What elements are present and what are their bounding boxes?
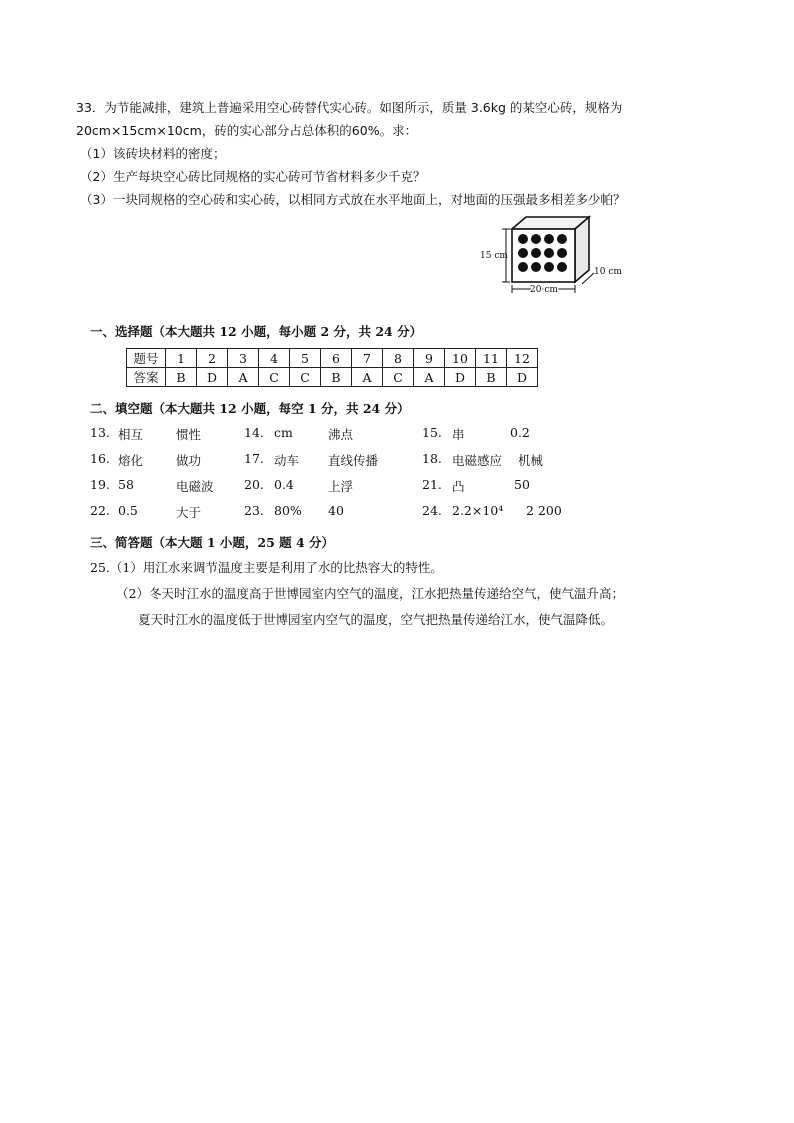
fill-answer: 50 (514, 477, 530, 492)
choice-answer: B (321, 368, 352, 387)
question-number-row (127, 349, 538, 368)
fill-answer: 0.2 (510, 425, 530, 440)
choice-answer: C (383, 368, 414, 387)
fill-answer-row (90, 421, 690, 447)
question-33-part3: （3）一块同规格的空心砖和实心砖，以相同方式放在水平地面上，对地面的压强最多相差多少帕？ (80, 192, 626, 207)
question-number: 4 (259, 349, 290, 368)
section3-title: 三、简答题（本大题 1 小题，25 题 4 分） (90, 535, 335, 550)
fill-answer: cm (274, 425, 293, 440)
choice-answer: C (259, 368, 290, 387)
fill-answer: 40 (328, 503, 344, 518)
height-label: 15 cm (480, 251, 508, 261)
fill-answer: 0.4 (274, 477, 294, 492)
short-answer-25 (90, 555, 690, 633)
question-number: 8 (383, 349, 414, 368)
question-number: 5 (290, 349, 321, 368)
fill-answer: 凸 (452, 479, 465, 494)
item-number: 15. (422, 425, 442, 440)
fill-answer: 直线传播 (328, 453, 379, 468)
choice-answer: A (352, 368, 383, 387)
question-33 (76, 96, 716, 211)
fill-answer: 动车 (274, 453, 300, 468)
section2-title: 二、填空题（本大题共 12 小题，每空 1 分，共 24 分） (90, 401, 410, 416)
choice-answer: A (228, 368, 259, 387)
fill-answer: 80% (274, 503, 302, 518)
question-number: 10 (445, 349, 476, 368)
fill-answer: 58 (118, 477, 134, 492)
question-number: 9 (414, 349, 445, 368)
item-number: 16. (90, 451, 110, 466)
fill-answer: 2.2×10⁴ (452, 503, 504, 518)
choice-answer: D (507, 368, 538, 387)
row-label-answer: 答案 (127, 368, 166, 387)
item-number: 22. (90, 503, 110, 518)
item-number: 13. (90, 425, 110, 440)
fill-answer: 2 200 (526, 503, 562, 518)
answer-key (90, 320, 690, 633)
fill-answer: 机械 (518, 453, 544, 468)
question-33-part1: （1）该砖块材料的密度； (80, 146, 226, 161)
choice-answer: B (166, 368, 197, 387)
choice-answer: D (445, 368, 476, 387)
item-number: 23. (244, 503, 264, 518)
fill-answer: 电磁波 (176, 479, 214, 494)
fill-answer: 沸点 (328, 427, 354, 442)
fill-answer: 0.5 (118, 503, 138, 518)
question-33-part2: （2）生产每块空心砖比同规格的实心砖可节省材料多少千克？ (80, 169, 426, 184)
question-number: 6 (321, 349, 352, 368)
question-33-stem-line2: 20cm×15cm×10cm，砖的实心部分占总体积的60%。求： (76, 123, 418, 138)
choice-answer: C (290, 368, 321, 387)
question-number: 3 (228, 349, 259, 368)
choice-answer: D (197, 368, 228, 387)
fill-answer: 做功 (176, 453, 202, 468)
fill-answer-row (90, 473, 690, 499)
short-answer-part2: （2）冬天时江水的温度高于世博园室内空气的温度，江水把热量传递给空气，使气温升高； (116, 586, 624, 601)
depth-label: 10 cm (594, 267, 622, 277)
question-number: 7 (352, 349, 383, 368)
answer-row (127, 368, 538, 387)
item-number: 14. (244, 425, 264, 440)
item-number: 21. (422, 477, 442, 492)
choice-answer: A (414, 368, 445, 387)
item-number: 19. (90, 477, 110, 492)
row-label-number: 题号 (127, 349, 166, 368)
item-number: 18. (422, 451, 442, 466)
item-number: 24. (422, 503, 442, 518)
fill-answer: 惯性 (176, 427, 202, 442)
fill-answer: 上浮 (328, 479, 354, 494)
question-33-stem-line1: 33．为节能减排，建筑上普遍采用空心砖替代实心砖。如图所示，质量 3.6kg 的某空心砖，规格为 (76, 100, 623, 115)
question-number: 2 (197, 349, 228, 368)
item-number: 17. (244, 451, 264, 466)
fill-answer: 熔化 (118, 453, 144, 468)
fill-answer-row (90, 499, 690, 525)
question-number: 11 (476, 349, 507, 368)
section1-title: 一、选择题（本大题共 12 小题，每小题 2 分，共 24 分） (90, 324, 423, 339)
question-number: 1 (166, 349, 197, 368)
fill-answer-row (90, 447, 690, 473)
question-number: 12 (507, 349, 538, 368)
fill-answer: 相互 (118, 427, 144, 442)
hollow-brick-figure (478, 212, 628, 298)
fill-answer: 电磁感应 (452, 453, 503, 468)
width-label: 20 cm (530, 285, 558, 295)
fill-answer: 大于 (176, 505, 202, 520)
item-number: 20. (244, 477, 264, 492)
fill-answer: 串 (452, 427, 465, 442)
choice-answer-table (126, 348, 538, 387)
short-answer-part1: 25.（1）用江水来调节温度主要是利用了水的比热容大的特性。 (90, 560, 443, 575)
short-answer-part2-cont: 夏天时江水的温度低于世博园室内空气的温度，空气把热量传递给江水，使气温降低。 (138, 612, 614, 627)
choice-answer: B (476, 368, 507, 387)
